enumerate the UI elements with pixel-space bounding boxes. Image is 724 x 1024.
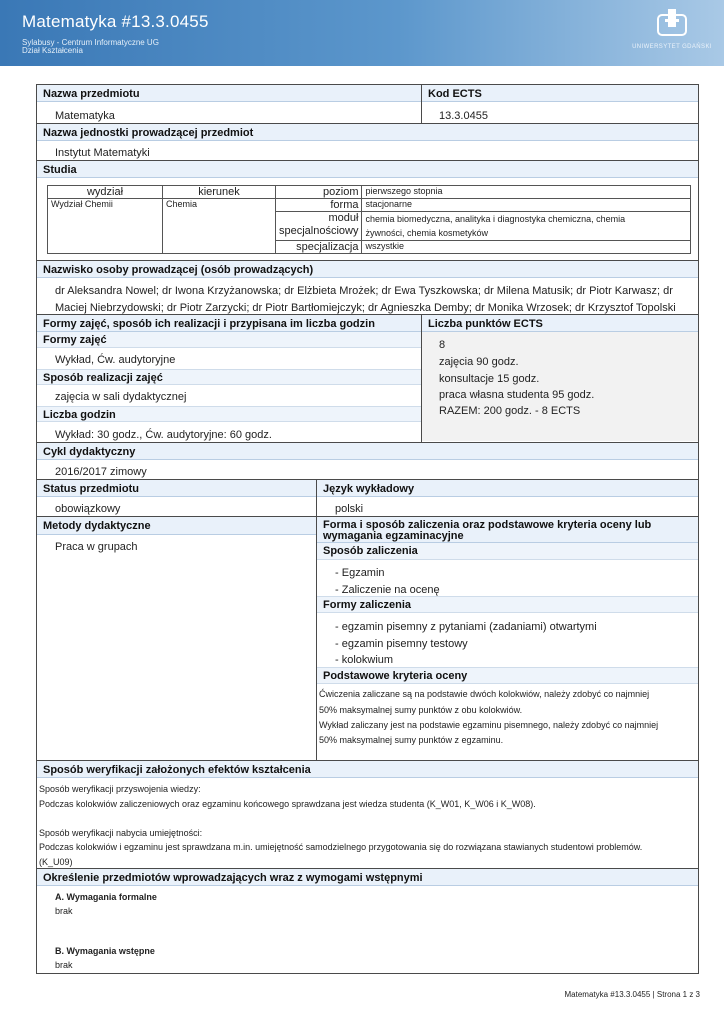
weryfikacja-header: Sposób weryfikacji założonych efektów kształcenia (37, 761, 698, 778)
formy-zajec: Wykład, Ćw. audytoryjne (55, 354, 176, 366)
metody-header: Metody dydaktyczne (37, 517, 316, 535)
ects-line: zajęcia 90 godz. (439, 356, 519, 368)
specjalizacja-label: specjalizacja (276, 241, 362, 254)
liczba-godzin: Wykład: 30 godz., Ćw. audytoryjne: 60 godz. (55, 429, 272, 441)
kryteria-header: Podstawowe kryteria oceny (317, 667, 698, 684)
formy-zajec-header: Formy zajęć (37, 332, 421, 348)
weryfikacja-line-2: Podczas kolokwiów zaliczeniowych oraz egzaminu końcowego sprawdzana jest wiedza studenta (K_W01, K_W06 i K_W08). (39, 799, 536, 809)
formy-zaliczenia-item: - egzamin pisemny testowy (335, 638, 468, 650)
teachers-header: Nazwisko osoby prowadzącej (osób prowadzących) (37, 261, 698, 278)
page-title: Matematyka #13.3.0455 (22, 12, 209, 31)
unit-name: Instytut Matematyki (55, 147, 150, 159)
weryfikacja-line-4: Podczas kolokwiów i egzaminu jest sprawdzana m.in. umiejętność samodzielnego przygotowania się do rozwiązana stawianych studentowi problemów. (39, 842, 643, 852)
ects-points-header: Liczba punktów ECTS (422, 315, 698, 332)
cykl-value: 2016/2017 zimowy (55, 466, 147, 478)
language-header: Język wykładowy (317, 480, 698, 497)
poziom-value: pierwszego stopnia (362, 186, 691, 199)
formy-zaliczenia-item: - egzamin pisemny z pytaniami (zadaniami) otwartymi (335, 621, 597, 633)
sposob-zaliczenia-item: - Egzamin (335, 567, 385, 579)
ects-line-3: praca własna studenta 95 godz. (439, 389, 595, 401)
teachers-line: dr Aleksandra Nowel; dr Iwona Krzyżanowska; dr Elżbieta Mrożek; dr Ewa Tyszkowska; dr Milena Matusik; dr Piotr Karwasz; dr (55, 285, 673, 297)
banner-subtitle-2: Dział Kształcenia (22, 46, 83, 55)
specjalizacja-value: wszystkie (362, 241, 691, 254)
zaliczenie-header-line-2: wymagania egzaminacyjne (323, 530, 464, 542)
teachers-line-2: Maciej Niebrzydowski; dr Piotr Zarzycki; dr Piotr Bartłomiejczyk; dr Agnieszka Demby; dr Monika Wrzosek; dr Krzysztof Topolski (55, 302, 676, 314)
kryteria-line: Ćwiczenia zaliczane są na podstawie dwóch kolokwiów, należy zdobyć co najmniej (319, 689, 650, 699)
poziom-label: poziom (276, 186, 362, 199)
ects-line-2: konsultacje 15 godz. (439, 373, 540, 385)
syllabus-table (36, 84, 699, 974)
kryteria-line-3: Wykład zaliczany jest na podstawie egzaminu pisemnego, należy zdobyć co najmniej (319, 720, 659, 730)
weryfikacja-line-3: Sposób weryfikacji nabycia umiejętności: (39, 828, 203, 838)
kierunek-header: kierunek (163, 186, 276, 199)
metody-value: Praca w grupach (55, 541, 138, 553)
ects-code-header: Kod ECTS (422, 85, 698, 102)
forms-header: Formy zajęć, sposób ich realizacji i przypisana im liczba godzin (37, 315, 422, 332)
wymagania-header: Określenie przedmiotów wprowadzających wraz z wymogami wstępnymi (37, 869, 698, 886)
formy-zaliczenia-header: Formy zaliczenia (317, 596, 698, 613)
university-name: UNIWERSYTET GDAŃSKI (632, 44, 712, 50)
ects-value: 8 (439, 339, 446, 351)
kryteria-line-2: 50% maksymalnej sumy punktów z obu kolokwiów. (319, 705, 523, 715)
liczba-godzin-header: Liczba godzin (37, 406, 421, 422)
studia-header: Studia (37, 161, 698, 178)
university-crest-icon (656, 7, 688, 37)
ects-line-4: RAZEM: 200 godz. - 8 ECTS (439, 405, 581, 417)
status-header: Status przedmiotu (37, 480, 316, 497)
status-value: obowiązkowy (55, 503, 121, 515)
ects-code: 13.3.0455 (439, 110, 488, 122)
forma-value: stacjonarne (362, 199, 691, 212)
course-name-header: Nazwa przedmiotu (37, 85, 422, 102)
page-banner (0, 0, 724, 66)
modul-value-2: żywności, chemia kosmetyków (365, 228, 489, 238)
weryfikacja-line: Sposób weryfikacji przyswojenia wiedzy: (39, 784, 201, 794)
page-footer: Matematyka #13.3.0455 | Strona 1 z 3 (564, 990, 700, 999)
sposob-zaliczenia-item: - Zaliczenie na ocenę (335, 584, 440, 596)
sposob-zaliczenia-header: Sposób zaliczenia (317, 543, 698, 560)
banner-subtitle: Sylabusy - Centrum Informatyczne UG (22, 38, 159, 47)
formy-zaliczenia-item: - kolokwium (335, 654, 394, 666)
weryfikacja-line-5: (K_U09) (39, 857, 73, 867)
kryteria-line-4: 50% maksymalnej sumy punktów z egzaminu. (319, 735, 504, 745)
wymagania-formalne-value: brak (55, 906, 73, 916)
wymagania-wstepne-label: B. Wymagania wstępne (55, 946, 155, 956)
unit-header: Nazwa jednostki prowadzącej przedmiot (37, 124, 698, 141)
wydzial-header: wydział (48, 186, 163, 199)
forma-label: forma (276, 199, 362, 212)
sposob-realizacji-header: Sposób realizacji zajęć (37, 369, 421, 385)
zaliczenie-header (317, 517, 698, 543)
wydzial-value: Wydział Chemii (48, 199, 163, 254)
wymagania-wstepne-value: brak (55, 960, 73, 970)
course-name: Matematyka (55, 110, 115, 122)
modul-label: moduł (328, 212, 359, 224)
language-value: polski (335, 503, 364, 515)
modul-value: chemia biomedyczna, analityka i diagnostyka chemiczna, chemia (365, 214, 626, 224)
university-logo (630, 7, 714, 50)
studia-table (47, 185, 691, 254)
modul-label-2: specjalnościowy (279, 225, 359, 237)
sposob-realizacji: zajęcia w sali dydaktycznej (55, 391, 187, 403)
cykl-header: Cykl dydaktyczny (37, 443, 698, 460)
zaliczenie-header-line: Forma i sposób zaliczenia oraz podstawowe kryteria oceny lub (323, 519, 652, 531)
wymagania-formalne-label: A. Wymagania formalne (55, 892, 157, 902)
kierunek-value: Chemia (163, 199, 276, 254)
